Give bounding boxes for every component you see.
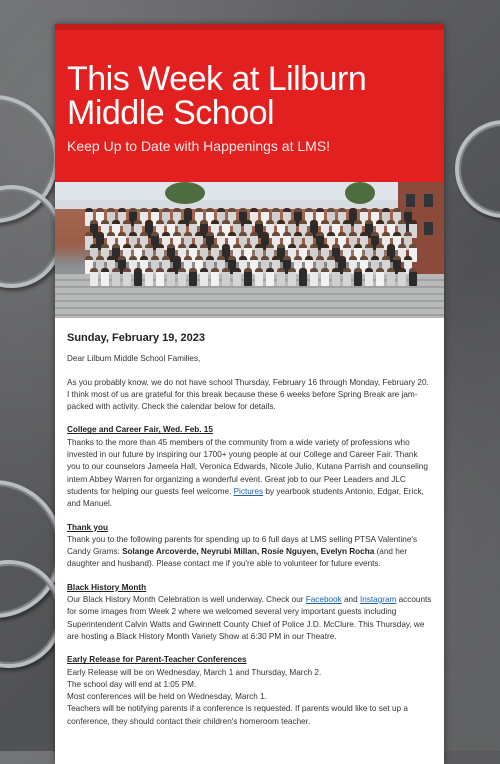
tagline: Keep Up to Date with Happenings at LMS!: [67, 138, 331, 154]
section-title: College and Career Fair, Wed. Feb. 15: [67, 425, 213, 435]
body-text: accounts for some images from Week 2 where we welcomed several very important guests including Superintendent Calvin Watts and Gwinnett County Chief of Police J.D. McClure. This Thursday, we are hosting a Black History Month Variety Show at 6:30 PM in our Theatre.: [67, 595, 432, 641]
crowd-person: [112, 268, 120, 286]
pictures-link[interactable]: Pictures: [233, 486, 264, 496]
crowd-person: [288, 268, 296, 286]
early-release-line: Early Release will be on Wednesday, March 1 and Thursday, March 2.: [67, 667, 322, 677]
early-release-line: Most conferences will be held on Wednesday, March 1.: [67, 692, 267, 702]
crowd-person: [387, 268, 395, 286]
crowd-person: [101, 268, 109, 286]
crowd-person: [222, 268, 230, 286]
title-line-2: Middle School: [67, 94, 275, 132]
crowd-person: [266, 268, 274, 286]
crowd-person: [310, 268, 318, 286]
crowd-person: [277, 268, 285, 286]
crowd-person: [255, 268, 263, 286]
photo-tree: [165, 182, 205, 204]
crowd-person: [321, 268, 329, 286]
photo-crowd: [85, 208, 425, 294]
crowd-person: [145, 268, 153, 286]
instagram-link[interactable]: Instagram: [359, 595, 397, 605]
crowd-person: [332, 268, 340, 286]
crowd-person: [156, 268, 164, 286]
newsletter-body: [55, 318, 444, 728]
crowd-person: [134, 268, 142, 286]
crowd-person: [398, 268, 406, 286]
newsletter-title: [67, 62, 432, 130]
crowd-person: [167, 268, 175, 286]
crowd-person: [200, 268, 208, 286]
section-body: [67, 534, 432, 571]
body-text: Thanks to the more than 45 members of the community from a wide variety of professions who invested in our future by inspiring our 1700+ young people at our College and Career Fair. Thank you to our counselors Jameela Hall, Veronica Edwards, Nicole Julio, Kutana Parrish and counseling intern Abbey Warren for organizing a wonderful event. Great job to our Peer Leaders and JLC students for helping our guests feel welcome.: [67, 437, 428, 496]
crowd-person: [409, 268, 417, 286]
crowd-person: [211, 268, 219, 286]
crowd-person: [343, 268, 351, 286]
intro-paragraph: As you probably know, we do not have school Thursday, February 16 through Monday, February 20. I think most of us are grateful for this break because these 6 weeks before Spring Break are jam-packed with activity. Check the calendar below for details.: [67, 377, 429, 412]
greeting: Dear Lilburn Middle School Families,: [67, 354, 201, 364]
facebook-link[interactable]: Facebook: [305, 595, 342, 605]
body-text: and: [341, 595, 360, 605]
staff-group-photo[interactable]: [55, 182, 444, 318]
section-title: Early Release for Parent-Teacher Conferences: [67, 655, 247, 665]
newsletter-card: [55, 24, 444, 764]
crowd-person: [189, 268, 197, 286]
crowd-person: [299, 268, 307, 286]
crowd-person: [365, 268, 373, 286]
background-cookie-cutter: [455, 120, 500, 218]
section-thank-you: [67, 522, 432, 571]
body-text: (and her daughter and husband). Please contact me if you're able to volunteer for future events.: [67, 547, 408, 569]
body-text: by yearbook students Antonio, Edgar, Erick, and Manuel.: [67, 486, 424, 509]
crowd-person: [90, 268, 98, 286]
early-release-line: Teachers will be notifying parents if a conference is requested. If parents would like to set up a conference, they should contact their children's homeroom teacher.: [67, 704, 408, 726]
section-early-release: [67, 654, 432, 728]
crowd-person: [244, 268, 252, 286]
crowd-person: [354, 268, 362, 286]
photo-sky: [55, 182, 444, 200]
crowd-person: [123, 268, 131, 286]
body-text: Our Black History Month Celebration is well underway. Check our: [67, 595, 306, 605]
section-title: Black History Month: [67, 582, 147, 592]
section-title: Thank you: [67, 522, 108, 532]
section-body: [67, 594, 432, 643]
header-banner: [55, 24, 444, 182]
section-body: [67, 437, 432, 511]
crowd-person: [178, 268, 186, 286]
title-line-1: This Week at Lilburn: [67, 60, 367, 98]
crowd-person: [376, 268, 384, 286]
volunteer-names: Solange Arcoverde, Neyrubi Millan, Rosie Nguyen, Evelyn Rocha: [122, 547, 375, 557]
photo-tree: [345, 182, 375, 204]
section-career-fair: [67, 424, 432, 510]
body-text: Thank you to the following parents for spending up to 6 full days at LMS selling PTSA Valentine's Candy Grams:: [67, 534, 418, 557]
early-release-line: The school day will end at 1:05 PM.: [67, 679, 197, 689]
crowd-person: [233, 268, 241, 286]
section-black-history-month: [67, 582, 432, 643]
newsletter-date: Sunday, February 19, 2023: [67, 332, 205, 344]
background-cookie-cutter: [0, 185, 63, 288]
